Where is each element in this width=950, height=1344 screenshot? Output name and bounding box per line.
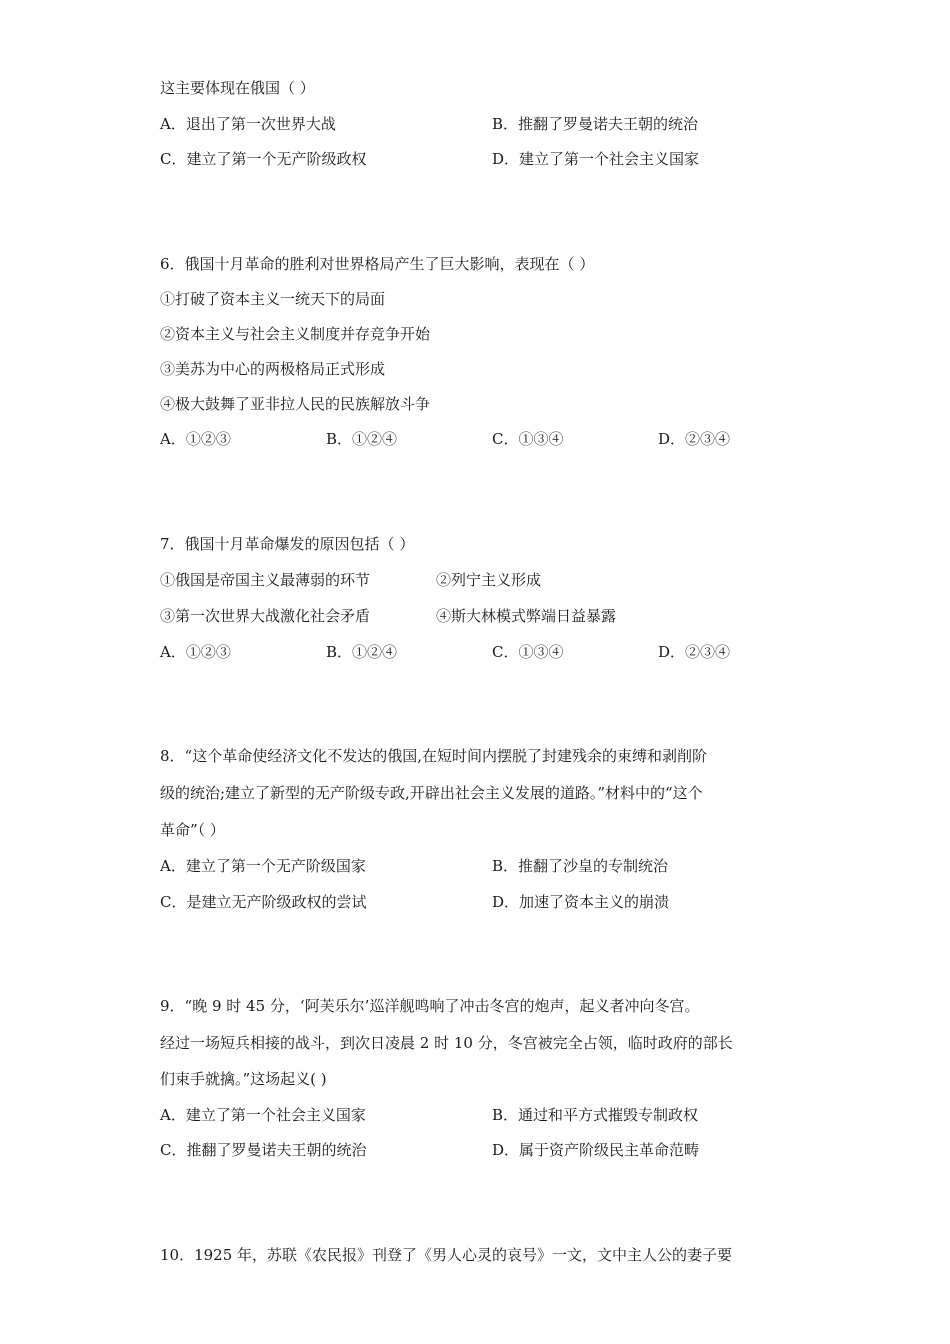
- q7-stem: 7．俄国十月革命爆发的原因包括（ ）: [160, 535, 415, 553]
- q8-stem-line-1: 8．“这个革命使经济文化不发达的俄国,在短时间内摆脱了封建残余的束缚和剥削阶: [160, 747, 707, 765]
- q10-stem-line-1: 10．1925 年，苏联《农民报》刊登了《男人心灵的哀号》一文，文中主人公的妻子要: [160, 1246, 733, 1264]
- q9-option-d: D．属于资产阶级民主革命范畴: [492, 1141, 700, 1159]
- q7-option-c: C．①③④: [492, 643, 564, 661]
- q8-option-d: D．加速了资本主义的崩溃: [492, 893, 670, 911]
- q7-item-3: ③第一次世界大战激化社会矛盾: [160, 607, 371, 625]
- q8-option-a: A．建立了第一个无产阶级国家: [160, 857, 366, 875]
- q9-stem-line-1: 9．“晚 9 时 45 分，‘阿芙乐尔’巡洋舰鸣响了冲击冬宫的炮声，起义者冲向冬宫。: [160, 997, 700, 1015]
- q5-stem-tail: 这主要体现在俄国（ ）: [160, 79, 315, 97]
- q9-stem-line-2: 经过一场短兵相接的战斗，到次日凌晨 2 时 10 分，冬宫被完全占领，临时政府的部长: [160, 1034, 733, 1052]
- q6-item-4: ④极大鼓舞了亚非拉人民的民族解放斗争: [160, 395, 431, 413]
- q5-option-a: A．退出了第一次世界大战: [160, 115, 336, 133]
- q7-item-2: ②列宁主义形成: [436, 571, 542, 589]
- q7-option-a: A．①②③: [160, 643, 231, 661]
- q6-item-1: ①打破了资本主义一统天下的局面: [160, 290, 386, 308]
- q5-option-b: B．推翻了罗曼诺夫王朝的统治: [492, 115, 699, 133]
- q6-stem: 6．俄国十月革命的胜利对世界格局产生了巨大影响，表现在（ ）: [160, 255, 595, 273]
- q7-item-1: ①俄国是帝国主义最薄弱的环节: [160, 571, 371, 589]
- q7-option-d: D．②③④: [658, 643, 731, 661]
- q6-option-d: D．②③④: [658, 430, 731, 448]
- q6-option-a: A．①②③: [160, 430, 231, 448]
- q5-option-d: D．建立了第一个社会主义国家: [492, 150, 700, 168]
- q6-option-c: C．①③④: [492, 430, 564, 448]
- q9-option-a: A．建立了第一个社会主义国家: [160, 1106, 366, 1124]
- q7-option-b: B．①②④: [326, 643, 398, 661]
- q7-item-4: ④斯大林模式弊端日益暴露: [436, 607, 617, 625]
- q9-stem-line-3: 们束手就擒。”这场起义( ): [160, 1070, 327, 1088]
- q6-item-2: ②资本主义与社会主义制度并存竞争开始: [160, 325, 431, 343]
- q9-option-b: B．通过和平方式摧毁专制政权: [492, 1106, 699, 1124]
- q5-option-c: C．建立了第一个无产阶级政权: [160, 150, 367, 168]
- q6-item-3: ③美苏为中心的两极格局正式形成: [160, 360, 386, 378]
- q6-option-b: B．①②④: [326, 430, 398, 448]
- q8-option-b: B．推翻了沙皇的专制统治: [492, 857, 669, 875]
- q8-stem-line-3: 革命”（ ）: [160, 821, 225, 839]
- q9-option-c: C．推翻了罗曼诺夫王朝的统治: [160, 1141, 367, 1159]
- q8-stem-line-2: 级的统治;建立了新型的无产阶级专政,开辟出社会主义发展的道路。”材料中的“这个: [160, 784, 703, 802]
- q8-option-c: C．是建立无产阶级政权的尝试: [160, 893, 367, 911]
